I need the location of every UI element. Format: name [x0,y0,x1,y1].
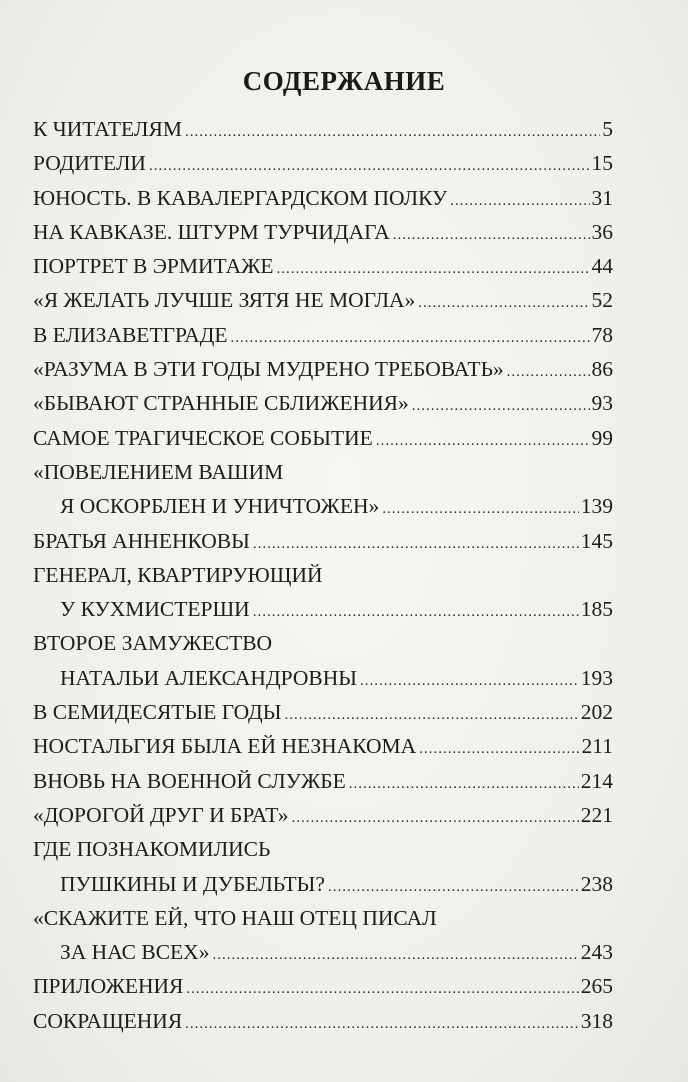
toc-entry-title: У КУХМИСТЕРШИ [60,597,250,622]
toc-page-number: 15 [591,151,613,176]
dot-leader [231,321,590,355]
toc-entry-row [33,421,613,455]
toc-page-number: 221 [580,802,613,827]
toc-entry-row [33,764,613,798]
dot-leader [507,355,590,389]
toc-entry-title: НОСТАЛЬГИЯ БЫЛА ЕЙ НЕЗНАКОМА [33,734,417,759]
dot-leader [393,218,590,252]
toc-entry-row [33,969,613,1003]
toc-page-number: 318 [580,1008,613,1033]
dot-leader [277,252,590,286]
toc-entry-row [33,798,613,832]
toc-entry [33,901,613,970]
toc-entry-title: САМОЕ ТРАГИЧЕСКОЕ СОБЫТИЕ [33,425,373,450]
toc-entry [33,832,613,901]
toc-entry-row [33,386,613,420]
toc-entry-title: СОКРАЩЕНИЯ [33,1008,183,1033]
toc-entry-title-line1: ГЕНЕРАЛ, КВАРТИРУЮЩИЙ [33,562,323,587]
toc-entry-title: ВНОВЬ НА ВОЕННОЙ СЛУЖБЕ [33,768,346,793]
toc-entry-row [33,935,613,969]
table-of-contents [33,112,613,1038]
dot-leader [418,286,589,320]
toc-page-number: 5 [602,117,613,141]
dot-leader [284,698,578,732]
toc-entry-row [33,249,613,283]
toc-entry [33,283,613,317]
toc-page-number: 185 [580,597,613,622]
toc-entry [33,558,613,627]
toc-entry-title-line1: «ПОВЕЛЕНИЕМ ВАШИМ [33,459,284,484]
toc-entry-title: В ЕЛИЗАВЕТГРАДЕ [33,322,228,347]
dot-leader [253,527,579,561]
toc-entry-row [33,283,613,317]
toc-entry-row [33,695,613,729]
toc-page-number: 36 [591,219,613,244]
toc-entry-title: НА КАВКАЗЕ. ШТУРМ ТУРЧИДАГА [33,219,390,244]
toc-entry [33,146,613,180]
dot-leader [149,149,590,183]
toc-entry [33,352,613,386]
toc-entry-title: ПУШКИНЫ И ДУБЕЛЬТЫ? [60,871,325,896]
toc-entry-row [33,352,613,386]
toc-entry-title: В СЕМИДЕСЯТЫЕ ГОДЫ [33,700,282,725]
toc-page-number: 44 [591,254,613,279]
toc-entry-row [33,1004,613,1038]
dot-leader [349,767,579,801]
toc-entry-title: «РАЗУМА В ЭТИ ГОДЫ МУДРЕНО ТРЕБОВАТЬ» [33,357,504,382]
toc-entry-title: «Я ЖЕЛАТЬ ЛУЧШЕ ЗЯТЯ НЕ МОГЛА» [33,288,416,313]
toc-entry [33,969,613,1003]
toc-page-number: 139 [580,494,613,519]
toc-entry [33,798,613,832]
toc-entry-row [33,524,613,558]
dot-leader [328,870,579,904]
toc-entry-row [33,112,613,146]
toc-entry [33,764,613,798]
toc-page-number: 145 [580,528,613,553]
toc-entry-title-line1: ГДЕ ПОЗНАКОМИЛИСЬ [33,837,271,862]
toc-entry-row [33,592,613,626]
toc-entry [33,215,613,249]
dot-leader [185,115,600,149]
toc-entry-row [33,318,613,352]
dot-leader [186,972,578,1006]
toc-page-number: 99 [591,425,613,450]
toc-entry [33,421,613,455]
toc-page-number: 193 [580,665,613,690]
toc-entry-title: ПРИЛОЖЕНИЯ [33,974,184,999]
toc-entry-row [33,181,613,215]
page-title: СОДЕРЖАНИЕ [242,66,446,96]
toc-page-number: 214 [580,768,613,793]
dot-leader [253,595,579,629]
toc-page-number: 265 [580,974,613,999]
toc-entry-row [33,146,613,180]
dot-leader [212,938,578,972]
toc-page-number: 93 [591,391,613,416]
toc-entry-row [33,489,613,523]
toc-entry [33,455,613,524]
toc-entry-title: К ЧИТАТЕЛЯМ [33,117,182,141]
toc-entry-title: ЮНОСТЬ. В КАВАЛЕРГАРДСКОМ ПОЛКУ [33,185,448,210]
toc-entry [33,181,613,215]
dot-leader [360,664,579,698]
toc-page-number: 202 [580,700,613,725]
toc-entry [33,695,613,729]
toc-page-number: 211 [581,734,613,759]
toc-entry-title: НАТАЛЬИ АЛЕКСАНДРОВНЫ [60,665,357,690]
toc-entry-title: ПОРТРЕТ В ЭРМИТАЖЕ [33,254,274,279]
toc-page-number: 52 [591,288,613,313]
toc-entry [33,1004,613,1038]
toc-entry [33,249,613,283]
toc-entry-row [33,215,613,249]
toc-entry-row [33,729,613,763]
toc-entry-title: Я ОСКОРБЛЕН И УНИЧТОЖЕН» [60,494,380,519]
toc-entry-title: «БЫВАЮТ СТРАННЫЕ СБЛИЖЕНИЯ» [33,391,409,416]
dot-leader [376,424,590,458]
dot-leader [382,492,579,526]
dot-leader [185,1007,579,1041]
toc-entry-title-line1: ВТОРОЕ ЗАМУЖЕСТВО [33,631,273,656]
toc-entry [33,318,613,352]
toc-entry-title: ЗА НАС ВСЕХ» [60,940,210,965]
toc-entry-title-line1: «СКАЖИТЕ ЕЙ, ЧТО НАШ ОТЕЦ ПИСАЛ [33,905,437,930]
toc-entry-title: РОДИТЕЛИ [33,151,146,176]
toc-entry [33,386,613,420]
dot-leader [450,184,589,218]
toc-page-number: 86 [591,357,613,382]
toc-entry-title: БРАТЬЯ АННЕНКОВЫ [33,528,250,553]
toc-page-number: 238 [580,871,613,896]
toc-entry [33,112,613,146]
toc-entry [33,729,613,763]
toc-page-number: 78 [591,322,613,347]
toc-entry-title: «ДОРОГОЙ ДРУГ И БРАТ» [33,802,289,827]
toc-entry [33,524,613,558]
toc-entry-row [33,867,613,901]
dot-leader [292,801,579,835]
dot-leader [412,389,590,423]
toc-page-number: 31 [591,185,613,210]
toc-entry [33,626,613,695]
dot-leader [419,732,579,766]
toc-page-number: 243 [580,940,613,965]
toc-entry-row [33,661,613,695]
